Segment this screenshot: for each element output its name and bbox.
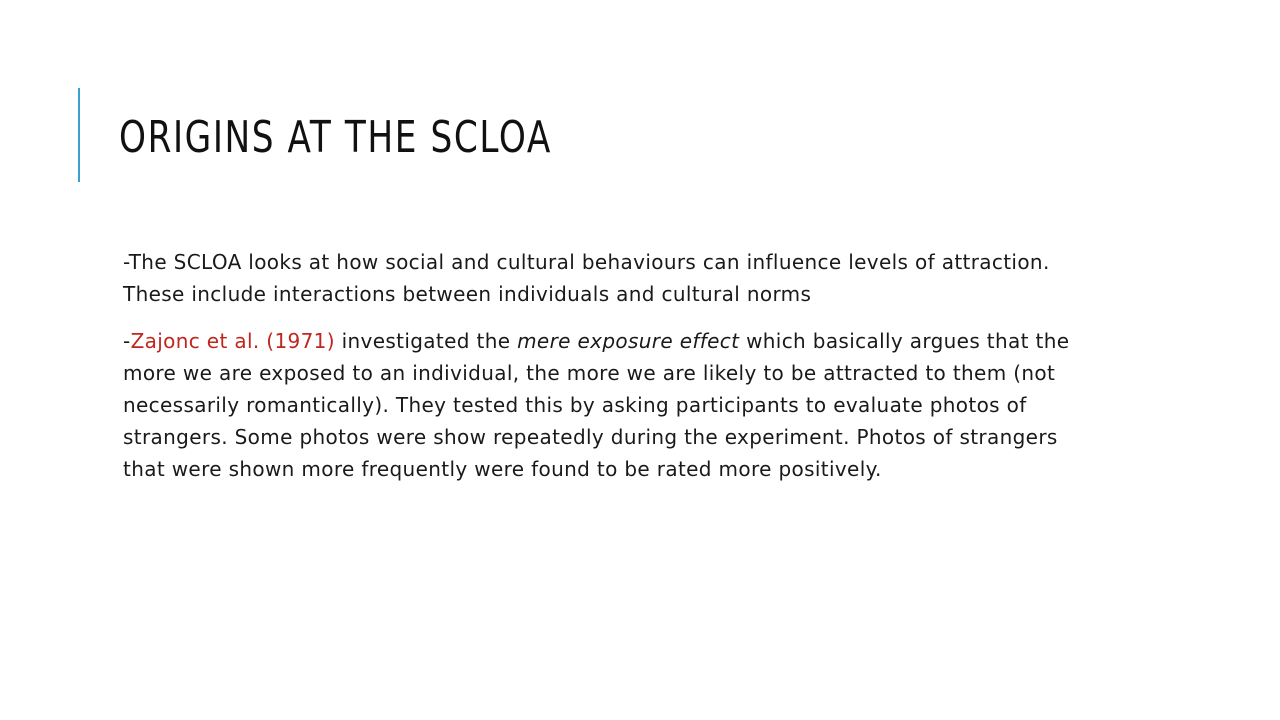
paragraph-text-rest: which basically argues that the more we are exposed to an individual, the more we are likely to be attracted to them (not necessarily romantically). They tested this by asking participants to evaluate photos of strangers. Some photos were show repeatedly during the experiment. Photos of strangers that were shown more frequently were found to be rated more positively.: [123, 329, 1070, 481]
paragraph-prefix: -: [123, 329, 131, 353]
term-mere-exposure-effect: mere exposure effect: [517, 329, 740, 353]
slide-title: ORIGINS AT THE SCLOA: [119, 112, 552, 163]
paragraph-zajonc-study: [123, 325, 1088, 485]
slide-body: [123, 246, 1088, 500]
citation-zajonc: Zajonc et al. (1971): [130, 329, 335, 353]
title-accent-bar: [78, 88, 80, 182]
paragraph-scloa-intro: -The SCLOA looks at how social and cultural behaviours can influence levels of attraction. These include interactions between individuals and cultural norms: [123, 250, 1050, 306]
paragraph-text-segment: investigated the: [334, 329, 518, 353]
